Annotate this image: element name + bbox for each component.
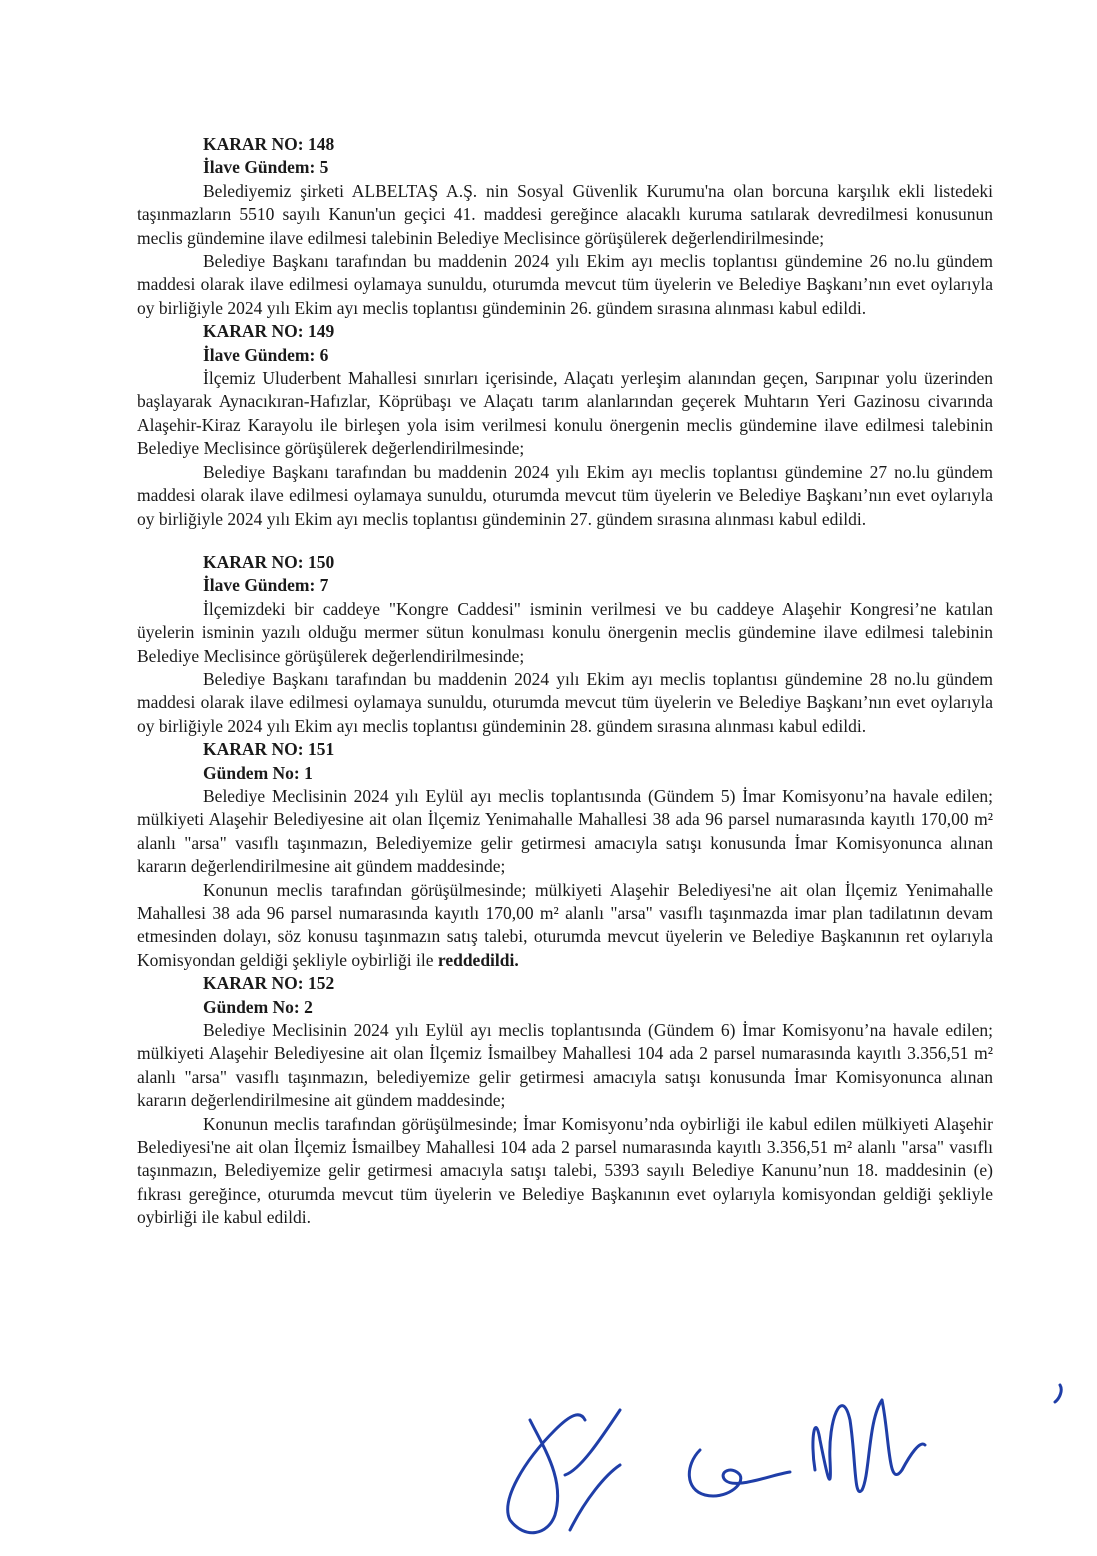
- decision-result: Belediye Başkanı tarafından bu maddenin 2024 yılı Ekim ayı meclis toplantısı gündemine 27 no.lu gündem maddesi olarak ilave edilmesi oylamaya sunuldu, oturumda mevcut tüm üyelerin ve Belediye Başkanı’nın evet oylarıyla oy birliğiyle 2024 yılı Ekim ayı meclis toplantısı gündeminin 27. gündem sırasına alınması kabul edildi.: [137, 461, 993, 529]
- decision-149: [137, 320, 993, 531]
- decision-subject: İlçemiz Uluderbent Mahallesi sınırları içerisinde, Alaçatı yerleşim alanından geçen, Sarıpınar yolu üzerinden başlayarak Aynacıkıran-Hafızlar, Köprübaşı ve Alaçatı tarım alanlarından geçerek Muhtarın Yeri Gazinosu civarında Alaşehir-Kiraz Karayolu ile birleşen yola isim verilmesi konulu önergenin meclis gündemine ilave edilmesi talebinin Belediye Meclisince görüşülerek değerlendirilmesinde;: [137, 368, 993, 459]
- decision-result-text: Konunun meclis tarafından görüşülmesinde; mülkiyeti Alaşehir Belediyesi'ne ait olan İlçemiz Yenimahalle Mahallesi 38 ada 96 parsel numarasında kayıtlı 170,00 m² alanlı "arsa" vasıflı taşınmazda imar plan tadilatının devam etmesinden dolayı, söz konusu taşınmazın satış talebi, oturumda mevcut üyelerin ve Belediye Başkanının ret oylarıyla Komisyondan geldiği şekliyle oybirliği ile: [137, 879, 993, 970]
- signature-1: [508, 1410, 620, 1533]
- agenda-item: Gündem No: 2: [203, 996, 313, 1017]
- agenda-item: İlave Gündem: 5: [203, 157, 329, 178]
- decision-subject: Belediyemiz şirketi ALBELTAŞ A.Ş. nin Sosyal Güvenlik Kurumu'na olan borcuna karşılık ekli listedeki taşınmazların 5510 sayılı Kanun'un geçici 41. maddesi gereğince alacaklı kuruma satılarak devredilmesi konusunun meclis gündemine ilave edilmesi talebinin Belediye Meclisince görüşülerek değerlendirilmesinde;: [137, 180, 993, 248]
- decision-result: Belediye Başkanı tarafından bu maddenin 2024 yılı Ekim ayı meclis toplantısı gündemine 26 no.lu gündem maddesi olarak ilave edilmesi oylamaya sunuldu, oturumda mevcut tüm üyelerin ve Belediye Başkanı’nın evet oylarıyla oy birliğiyle 2024 yılı Ekim ayı meclis toplantısı gündeminin 26. gündem sırasına alınması kabul edildi.: [137, 251, 993, 318]
- decision-152: [137, 972, 993, 1229]
- decision-subject: Belediye Meclisinin 2024 yılı Eylül ayı meclis toplantısında (Gündem 5) İmar Komisyonu’na havale edilen; mülkiyeti Alaşehir Belediyesine ait olan İlçemiz Yenimahalle Mahallesi 38 ada 96 parsel numarasında kayıtlı 170,00 m² alanlı "arsa" vasıflı taşınmazın, Belediyemize gelir getirmesi amacıyla satışı konusunda İmar Komisyonunca alınan kararın değerlendirilmesine ait gündem maddesinde;: [137, 785, 993, 877]
- decision-result: Konunun meclis tarafından görüşülmesinde; İmar Komisyonu’nda oybirliği ile kabul edilen mülkiyeti Alaşehir Belediyesi'ne ait olan İlçemiz İsmailbey Mahallesi 104 ada 2 parsel numarasında kayıtlı 3.356,51 m² alanlı "arsa" vasıflı taşınmazın, Belediyemize gelir getirmesi amacıyla satışı talebi, 5393 sayılı Belediye Kanunu’nun 18. maddesinin (e) fıkrası gereğince, oturumda mevcut tüm üyelerin ve Belediye Başkanının evet oylarıyla komisyondan geldiği şekliyle oybirliği ile kabul edildi.: [137, 1113, 993, 1228]
- decision-148: [137, 133, 993, 320]
- decision-number: KARAR NO: 150: [203, 551, 335, 572]
- agenda-item: Gündem No: 1: [203, 762, 313, 783]
- decision-result: Belediye Başkanı tarafından bu maddenin 2024 yılı Ekim ayı meclis toplantısı gündemine 28 no.lu gündem maddesi olarak ilave edilmesi oylamaya sunuldu, oturumda mevcut tüm üyelerin ve Belediye Başkanı’nın evet oylarıyla oy birliğiyle 2024 yılı Ekim ayı meclis toplantısı gündeminin 28. gündem sırasına alınması kabul edildi.: [137, 668, 993, 736]
- decision-number: KARAR NO: 148: [203, 134, 335, 154]
- signatures: [470, 1380, 1090, 1550]
- decision-subject: Belediye Meclisinin 2024 yılı Eylül ayı meclis toplantısında (Gündem 6) İmar Komisyonu’na havale edilen; mülkiyeti Alaşehir Belediyesine ait olan İlçemiz İsmailbey Mahallesi 104 ada 2 parsel numarasında kayıtlı 3.356,51 m² alanlı "arsa" vasıflı taşınmazın, belediyemize gelir getirmesi amacıyla satışı konusunda İmar Komisyonunca alınan kararın değerlendirilmesine ait gündem maddesinde;: [137, 1020, 993, 1111]
- decision-number: KARAR NO: 151: [203, 739, 335, 760]
- agenda-item: İlave Gündem: 7: [203, 575, 329, 596]
- decision-result: [137, 879, 993, 973]
- agenda-item: İlave Gündem: 6: [203, 344, 329, 365]
- decision-number: KARAR NO: 152: [203, 973, 335, 994]
- decision-verdict: reddedildi.: [437, 949, 519, 970]
- document-page: [137, 133, 993, 1230]
- decision-150: [137, 551, 993, 738]
- decision-151: [137, 738, 993, 972]
- signature-3: [1055, 1385, 1061, 1402]
- decision-subject: İlçemizdeki bir caddeye "Kongre Caddesi" isminin verilmesi ve bu caddeye Alaşehir Kongresi’ne katılan üyelerin isminin yazılı olduğu mermer sütun konulması konulu önergenin meclis gündemine ilave edilmesi talebinin Belediye Meclisince görüşülerek değerlendirilmesinde;: [137, 598, 993, 666]
- signature-2: [689, 1400, 925, 1496]
- decision-number: KARAR NO: 149: [203, 321, 335, 342]
- scan-artifact: [1003, 6, 1083, 8]
